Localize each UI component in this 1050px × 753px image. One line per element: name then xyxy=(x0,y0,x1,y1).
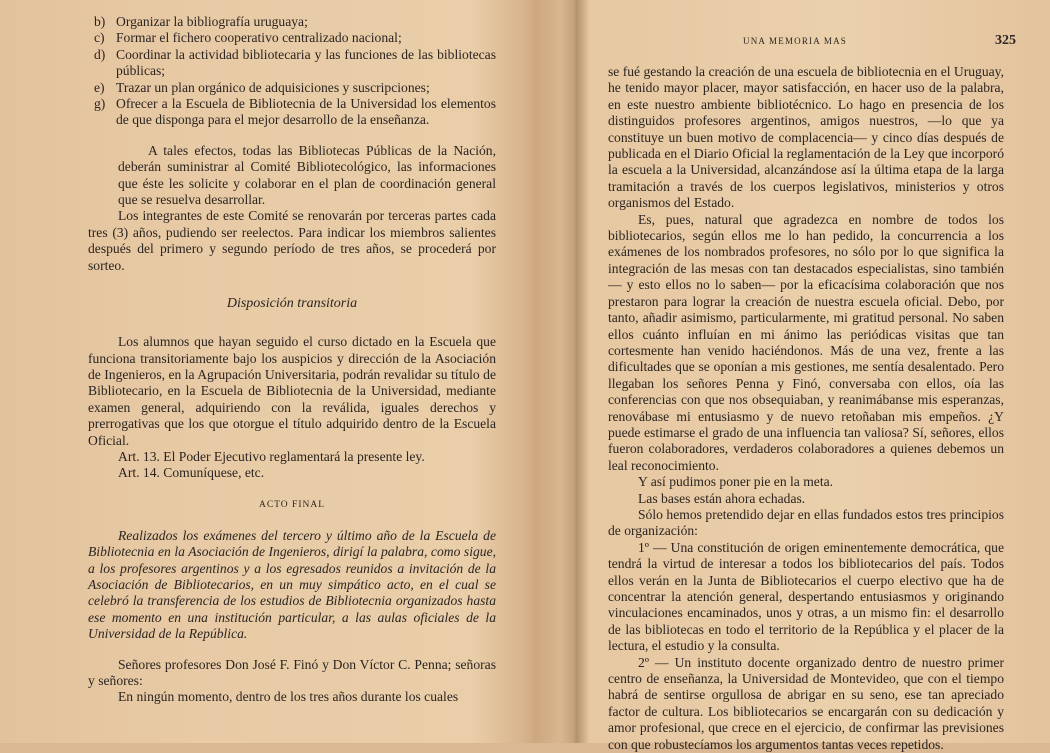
list-item xyxy=(88,47,496,80)
article-line: Art. 13. El Poder Ejecutivo reglamentará la presente ley. xyxy=(118,448,425,464)
salutation: Señores profesores Don José F. Finó y Don Víctor C. Penna; señoras y señores: xyxy=(88,656,496,688)
list-marker: d) xyxy=(94,46,106,62)
left-page xyxy=(88,0,496,743)
list-item xyxy=(88,80,496,96)
list-item xyxy=(88,96,496,129)
list-marker: e) xyxy=(94,79,105,95)
left-page-content xyxy=(88,14,496,706)
list-text: Coordinar la actividad bibliotecaria y las funciones de las bibliotecas públicas; xyxy=(116,46,496,79)
section-heading-caps: ACTO FINAL xyxy=(258,499,326,510)
list-item xyxy=(88,30,496,46)
paragraph: Los integrantes de este Comité se renovarán por terceras partes cada tres (3) años, pudiendo ser reelectos. Para indicar los miembros salientes después del primero y segundo período de tres años, se procederá por sorteo. xyxy=(88,208,496,273)
paragraph: A tales efectos, todas las Bibliotecas Públicas de la Nación, deberán suministrar al Comité Bibliotecológico, las informaciones que éste les solicite y colaborar en el plan de coordinación general que se resuelva desarrollar. xyxy=(118,142,496,208)
italic-paragraph: Realizados los exámenes del tercero y último año de la Escuela de Bibliotecnia en la Asociación de Ingenieros, dirigí la palabra, como sigue, a los profesores argentinos y a los egresados reunidos a invitación de la Asociación de Bibliotecarios, en un muy simpático acto, en el cual se celebró la transferencia de los estudios de Bibliotecnia organizados hasta ese momento en una institución particular, a las aulas oficiales de la Universidad de la República. xyxy=(88,527,496,642)
list-text: Ofrecer a la Escuela de Bibliotecnia de la Universidad los elementos de que disponga para el mejor desarrollo de la enseñanza. xyxy=(116,96,496,128)
paragraph: Es, pues, natural que agradezca en nombre de todos los bibliotecarios, según ellos me lo han pedido, la concurrencia a los exámenes de los nombrados profesores, no sólo por lo que significa la integración de las mesas con tan destacados especialistas, sino también — y esto ellos no lo saben— por la eficacísima colaboración que nos prestaron para lograr la creación de nuestra escuela oficial. Debo, por tanto, añadir asimismo, particularmente, mi gratitud personal. No saben ellos cuánto influían en mi ánimo las periódicas visitas que tan cortesmente han venido haciéndonos. Más de una vez, frente a las dificultades que se oponían a mis gestiones, me sentía desalentado. Pero llegaban los señores Penna y Finó, conversaba con ellos, oía las conferencias con que nos obsequiaban, y reanimábanse mis esperanzas, renovábase mi entusiasmo y de nuevo retoñaban mis empeños. ¿Y puede estimarse el grado de una influencia tan valiosa? Sí, señores, ellos fueron colaboradores, verdaderos colaboradores a quienes debemos un leal reconocimiento. xyxy=(608,211,1004,473)
page-number: 325 xyxy=(995,33,1016,48)
paragraph: Las bases están ahora echadas. xyxy=(638,490,806,506)
right-page xyxy=(608,0,1016,752)
list-text: Formar el fichero cooperativo centralizado nacional; xyxy=(116,30,402,46)
section-heading: Disposición transitoria xyxy=(226,296,358,312)
list-item xyxy=(88,14,496,30)
list-text: Trazar un plan orgánico de adquisiciones y suscripciones; xyxy=(116,79,430,95)
paragraph: En ningún momento, dentro de los tres años durante los cuales xyxy=(118,689,459,705)
paragraph: Los alumnos que hayan seguido el curso dictado en la Escuela que funciona transitoriamente bajo los auspicios y dirección de la Asociación de Ingenieros, en la Agrupación Universitaria, podrán revalidar su título de Bibliotecario, en la Escuela de Bibliotecnia de la Universidad, mediante examen general, adquiriendo con la reválida, iguales derechos y prerrogativas que los que otorgue el título adquirido dentro de la Escuela Oficial. xyxy=(88,334,496,448)
paragraph: 1º — Una constitución de origen eminentemente democrática, que tendrá la virtud de interesar a todos los bibliotecarios del país. Todos ellos verán en la Junta de Bibliotecarios el cuerpo electivo que ha de concentrar la atención general, despertando entusiasmos y originando vinculaciones encaminados, unos y otras, a un mismo fin: el desarrollo de las bibliotecas en todo el territorio de la República y el placer de la lectura, el estudio y la consulta. xyxy=(608,539,1004,654)
right-page-content xyxy=(608,64,1004,753)
paragraph: Sólo hemos pretendido dejar en ellas fundados estos tres principios de organización: xyxy=(608,506,1004,539)
list-marker: c) xyxy=(94,30,105,46)
paragraph: se fué gestando la creación de una escuela de bibliotecnia en el Uruguay, he tenido mayor placer, mayor satisfacción, en hacer uso de la palabra, en este nuestro ambiente bibliotécnico. Lo hago en presencia de los distinguidos profesores argentinos, amigos nuestros, —lo que ya constituye un buen motivo de complacencia— y cinco días después de publicada en el Diario Oficial la reglamentación de la Ley que incorporó la escuela a la Universidad, alcanzándose así la última etapa de la larga tramitación a través de los cuerpos legislativos, ministerios y otros organismos del Estado. xyxy=(608,64,1004,211)
running-head: UNA MEMORIA MAS xyxy=(743,36,848,46)
list-text: Organizar la bibliografía uruguaya; xyxy=(116,14,308,29)
book-gutter xyxy=(560,0,590,743)
list-marker: g) xyxy=(94,96,106,112)
list-marker: b) xyxy=(94,14,106,29)
article-line: Art. 14. Comuníquese, etc. xyxy=(118,465,265,481)
paragraph: Y así pudimos poner pie en la meta. xyxy=(638,474,834,490)
paragraph: 2º — Un instituto docente organizado dentro de nuestro primer centro de enseñanza, la Universidad de Montevideo, que con el tiempo habrá de sentirse orgullosa de abrigar en su seno, ese tan apreciado factor de cultura. Los bibliotecarios se encargarán con su dedicación y amor profesional, que crece en el ejercicio, de confirmar las previsiones con que robustecíamos los argumentos tantas veces repetidos. xyxy=(608,654,1004,752)
